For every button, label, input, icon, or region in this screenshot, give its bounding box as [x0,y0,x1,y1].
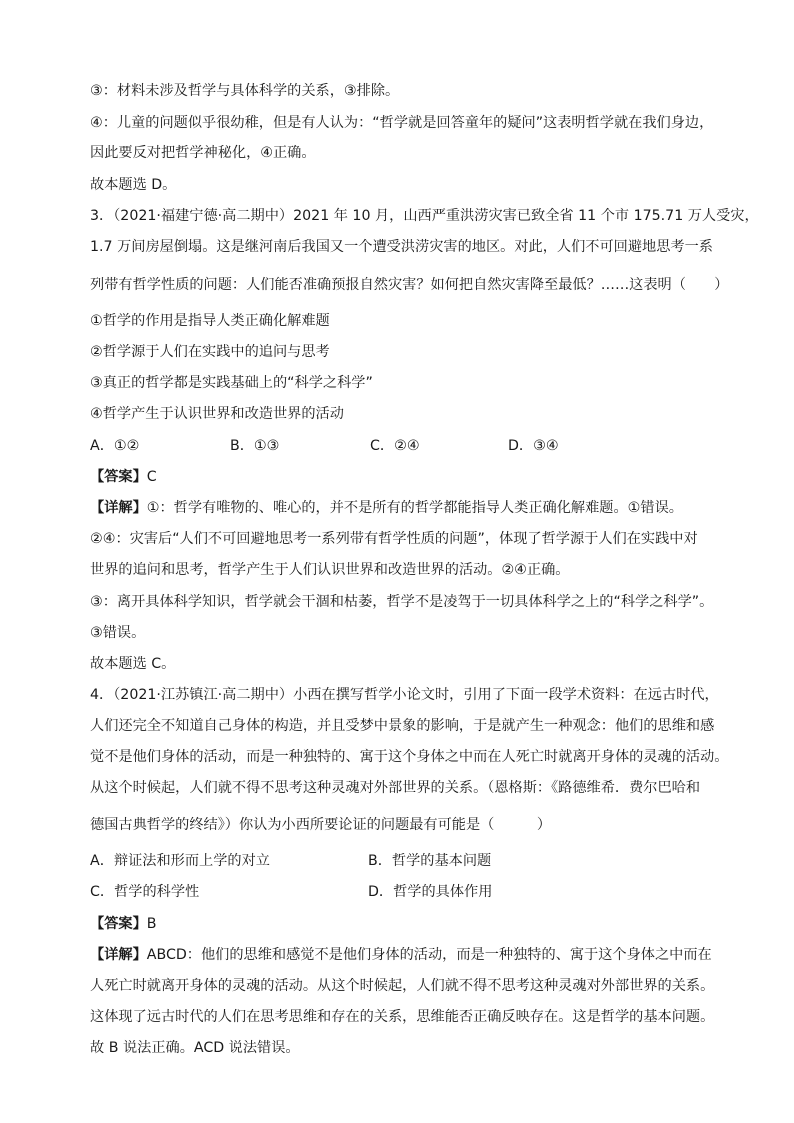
q4-detail-line3: 这体现了远古时代的人们在思考思维和存在的关系，思维能否正确反映存在。这是哲学的基本问题。 [90,1009,715,1025]
q4-detail-tag: 【详解】 [90,947,147,963]
q2-point4-analysis-line1: ④：儿童的问题似乎很幼稚，但是有人认为：“哲学就是回答童年的疑问”这表明哲学就在我们身边， [90,115,714,131]
q4-detail-text1: ABCD：他们的思维和感觉不是他们身体的活动，而是一种独特的、寓于这个身体之中而在 [146,947,712,963]
q4-option-c: C．哲学的科学性 [90,884,200,900]
q4-detail-line1 [90,945,712,965]
q3-stem-line1: 3．（2021·福建宁德·高二期中）2021 年 10 月，山西严重洪涝灾害已致全省 11 个市 175.71 万人受灾， [90,208,759,224]
q2-point4-analysis-line2: 因此要反对把哲学神秘化，④正确。 [90,145,316,161]
q3-answer-tag: 【答案】 [90,469,147,485]
q3-answer [90,467,157,487]
q3-detail-text1: ①：哲学有唯物的、唯心的，并不是所有的哲学都能指导人类正确化解难题。①错误。 [146,500,683,516]
q3-detail-line1 [90,498,683,518]
q4-detail-line2: 人死亡时就离开身体的灵魂的活动。从这个时候起，人们就不得不思考这种灵魂对外部世界的关系。 [90,978,715,994]
q3-detail-tag: 【详解】 [90,500,147,516]
q3-detail-line5: ③错误。 [90,625,146,641]
q3-option-b: B．①③ [230,438,280,454]
q3-detail-line4: ③：离开具体科学知识，哲学就会干涸和枯萎，哲学不是凌驾于一切具体科学之上的“科学之科学”。 [90,594,714,610]
q3-stem-line3: 列带有哲学性质的问题：人们能否准确预报自然灾害？如何把自然灾害降至最低？……这表明（ ） [90,277,729,293]
q3-stem-line2: 1.7 万间房屋倒塌。这是继河南后我国又一个遭受洪涝灾害的地区。对此，人们不可回避地思考一系 [90,239,713,255]
q3-statement-4: ④哲学产生于认识世界和改造世界的活动 [90,406,344,422]
q4-detail-line4: 故 B 说法正确。ACD 说法错误。 [90,1040,300,1056]
q4-stem-line4: 从这个时候起，人们就不得不思考这种灵魂对外部世界的关系。（恩格斯：《路德维希．费尔巴哈和 [90,780,701,796]
q3-detail-line3: 世界的追问和思考，哲学产生于人们认识世界和改造世界的活动。②④正确。 [90,562,570,578]
q3-statement-3: ③真正的哲学都是实践基础上的“科学之科学” [90,375,373,391]
q4-option-a: A．辩证法和形而上学的对立 [90,853,270,869]
q3-conclusion: 故本题选 C。 [90,656,176,672]
q4-stem-line1: 4．（2021·江苏镇江·高二期中）小西在撰写哲学小论文时，引用了下面一段学术资料：在远古时代， [90,687,719,703]
q4-option-b: B．哲学的基本问题 [368,853,492,869]
q4-option-d: D．哲学的具体作用 [368,884,493,900]
q4-stem-line3: 觉不是他们身体的活动，而是一种独特的、寓于这个身体之中而在人死亡时就离开身体的灵魂的活动。 [90,749,729,765]
q4-stem-line2: 人们还完全不知道自己身体的构造，并且受梦中景象的影响，于是就产生一种观念：他们的思维和感 [90,718,715,734]
q3-option-c: C．②④ [370,438,420,454]
q3-statement-1: ①哲学的作用是指导人类正确化解难题 [90,313,330,329]
q4-stem-line5: 德国古典哲学的终结》）你认为小西所要论证的问题最有可能是（ ） [90,817,552,833]
q3-statement-2: ②哲学源于人们在实践中的追问与思考 [90,344,330,360]
q3-answer-value: C [146,469,157,485]
q2-conclusion: 故本题选 D。 [90,177,177,193]
q3-detail-line2: ②④：灾害后“人们不可回避地思考一系列带有哲学性质的问题”，体现了哲学源于人们在实践中对 [90,531,698,547]
q4-answer-value: B [146,916,157,932]
q4-answer [90,914,157,934]
q3-option-d: D．③④ [508,438,559,454]
q2-point3-analysis: ③：材料未涉及哲学与具体科学的关系，③排除。 [90,83,400,99]
q4-answer-tag: 【答案】 [90,916,147,932]
q3-option-a: A．①② [90,438,140,454]
